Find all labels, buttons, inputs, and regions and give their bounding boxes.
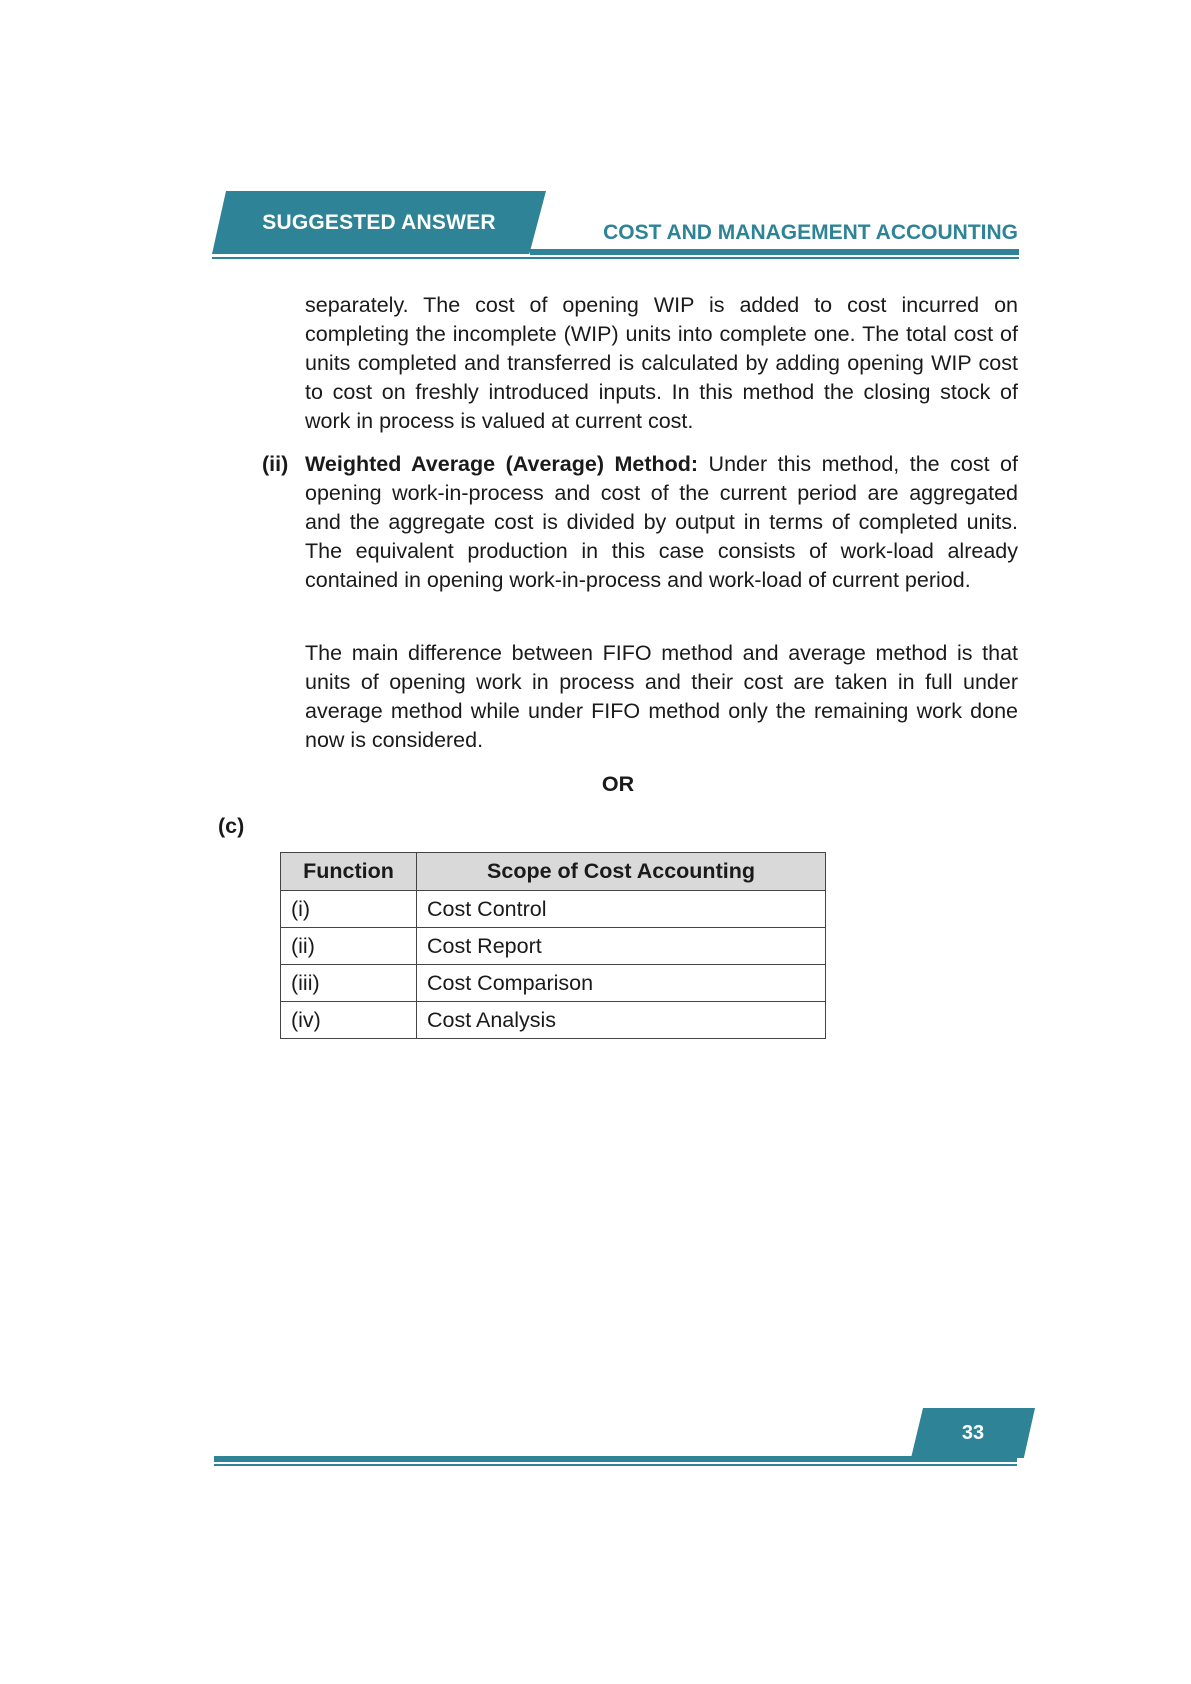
footer-rule-thin <box>214 1464 1017 1466</box>
header-rule-thin <box>212 257 1019 259</box>
item-ii-title: Weighted Average (Average) Method: <box>305 452 699 476</box>
footer-rule-thick <box>214 1456 1017 1462</box>
table-cell-scope: Cost Control <box>417 891 826 928</box>
scope-table <box>280 852 826 1039</box>
table-row <box>281 965 826 1002</box>
header-tab-label: SUGGESTED ANSWER <box>262 210 496 234</box>
table-cell-scope: Cost Report <box>417 928 826 965</box>
paragraph-fifo-continued: separately. The cost of opening WIP is added to cost incurred on completing the incomplete (WIP) units into complete one. The total cost of units completed and transferred is calculated by adding opening WIP cost to cost on freshly introduced inputs. In this method the closing stock of work in process is valued at current cost. <box>305 293 1018 433</box>
table-row <box>281 891 826 928</box>
table-header-row <box>281 853 826 891</box>
header-subject: COST AND MANAGEMENT ACCOUNTING <box>603 221 1018 244</box>
table-header-scope: Scope of Cost Accounting <box>417 853 826 891</box>
paragraph-weighted-average <box>305 450 1018 595</box>
table-cell-scope: Cost Comparison <box>417 965 826 1002</box>
page-number: 33 <box>961 1421 985 1444</box>
paragraph-difference: The main difference between FIFO method and average method is that units of opening work in process and their cost are taken in full under average method while under FIFO method only the remaining work done now is considered. <box>305 641 1018 752</box>
table-cell-scope: Cost Analysis <box>417 1002 826 1039</box>
table-cell-function: (i) <box>281 891 417 928</box>
table-cell-function: (ii) <box>281 928 417 965</box>
header-rule-thick <box>530 249 1019 255</box>
table-row <box>281 1002 826 1039</box>
table-header-function: Function <box>281 853 417 891</box>
table-row <box>281 928 826 965</box>
table-cell-function: (iii) <box>281 965 417 1002</box>
table-cell-function: (iv) <box>281 1002 417 1039</box>
or-separator: OR <box>601 772 635 796</box>
part-c-label: (c) <box>218 814 245 838</box>
item-ii-text: Under this method, the cost of opening work-in-process and cost of the current period are aggregated and the aggregate cost is divided by output in terms of completed units. The equivalent production in this case consists of work-load already contained in opening work-in-process and work-load of current period. <box>305 452 1018 592</box>
item-ii-label: (ii) <box>262 452 289 476</box>
